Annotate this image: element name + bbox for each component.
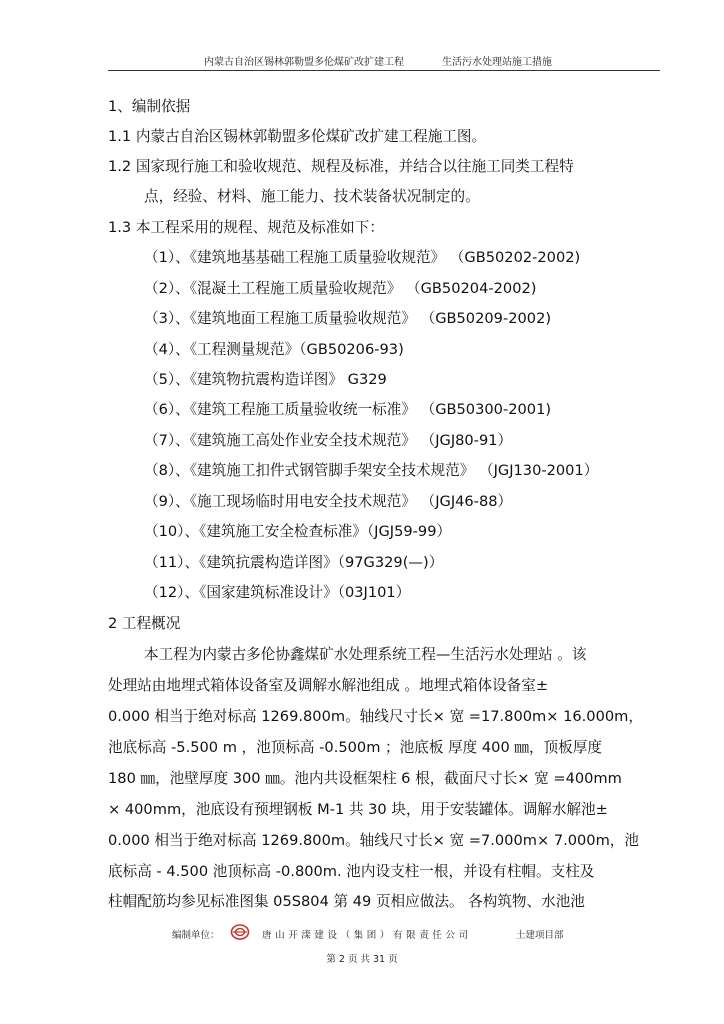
clause-1-2: 1.2 国家现行施工和验收规范、规程及标准，并结合以往施工同类工程特 (108, 158, 574, 175)
standard-item: （4）、《工程测量规范》（GB50206-93) (144, 341, 404, 358)
section-heading-2: 2 工程概况 (108, 615, 181, 632)
clause-1-3: 1.3 本工程采用的规程、规范及标准如下： (108, 219, 384, 236)
paragraph-line: 0.000 相当于绝对标高 1269.800m。轴线尺寸长× 宽 =17.800m× 16.000m， (108, 708, 643, 725)
standard-item: （12）、《国家建筑标准设计》（03J101） (144, 584, 411, 601)
standard-item: （9）、《施工现场临时用电安全技术规范》 （JGJ46-88） (144, 493, 513, 510)
paragraph-line: 池底标高 -5.500 m ，池顶标高 -0.500m ；池底板 厚度 400 ㎜，顶板厚度 (108, 739, 602, 756)
section-heading-1: 1、编制依据 (108, 98, 191, 115)
paragraph-line: × 400mm，池底设有预埋钢板 M-1 共 30 块，用于安装罐体。调解水解池± (108, 801, 608, 818)
standard-item: （1）、《建筑地基基础工程施工质量验收规范》 （GB50202-2002) (144, 249, 581, 266)
standard-item: （8）、《建筑施工扣件式钢管脚手架安全技术规范》 （JGJ130-2001） (144, 462, 599, 479)
paragraph-line: 0.000 相当于绝对标高 1269.800m。轴线尺寸长× 宽 =7.000m× 7.000m，池 (108, 832, 639, 849)
clause-1-2-cont: 点，经验、材料、施工能力、技术装备状况制定的。 (144, 188, 480, 205)
page-header (108, 50, 660, 70)
standard-item: （3）、《建筑地面工程施工质量验收规范》 （GB50209-2002) (144, 310, 552, 327)
footer-company-name: 唐山开滦建设（集团）有限责任公司 (262, 930, 472, 941)
company-logo-icon (230, 922, 250, 942)
page-footer (172, 922, 592, 944)
paragraph-line: 本工程为内蒙古多伦协鑫煤矿水处理系统工程—生活污水处理站 。该 (144, 646, 587, 663)
paragraph-line: 180 ㎜，池壁厚度 300 ㎜。池内共设框架柱 6 根，截面尺寸长× 宽 =400mm (108, 770, 622, 787)
footer-unit-label: 编制单位： (172, 930, 220, 941)
standard-item: （2）、《混凝土工程施工质量验收规范》 （GB50204-2002) (144, 280, 537, 297)
footer-department: 土建项目部 (516, 930, 564, 941)
header-project-title: 内蒙古自治区锡林郭勒盟多伦煤矿改扩建工程 (204, 57, 404, 68)
paragraph-line: 处理站由地埋式箱体设备室及调解水解池组成 。地埋式箱体设备室± (108, 677, 549, 694)
paragraph-line: 柱帽配筋均参见标准图集 05S804 第 49 页相应做法。 各构筑物、水池池 (108, 893, 585, 910)
standard-item: （11）、《建筑抗震构造详图》（97G329(—)） (144, 554, 444, 571)
standard-item: （7）、《建筑施工高处作业安全技术规范》 （JGJ80-91） (144, 432, 513, 449)
standard-item: （10）、《建筑施工安全检查标准》（JGJ59-99） (144, 523, 452, 540)
clause-1-1: 1.1 内蒙古自治区锡林郭勒盟多伦煤矿改扩建工程施工图。 (108, 128, 487, 145)
header-document-title: 生活污水处理站施工措施 (442, 57, 552, 68)
page-number: 第 2 页 共 31 页 (326, 954, 398, 965)
header-divider (108, 70, 660, 71)
paragraph-line: 底标高 - 4.500 池顶标高 -0.800m. 池内设支柱一根，并设有柱帽。支柱及 (108, 863, 595, 880)
standard-item: （6）、《建筑工程施工质量验收统一标准》 （GB50300-2001) (144, 401, 552, 418)
standard-item: （5）、《建筑物抗震构造详图》 G329 (144, 371, 387, 388)
